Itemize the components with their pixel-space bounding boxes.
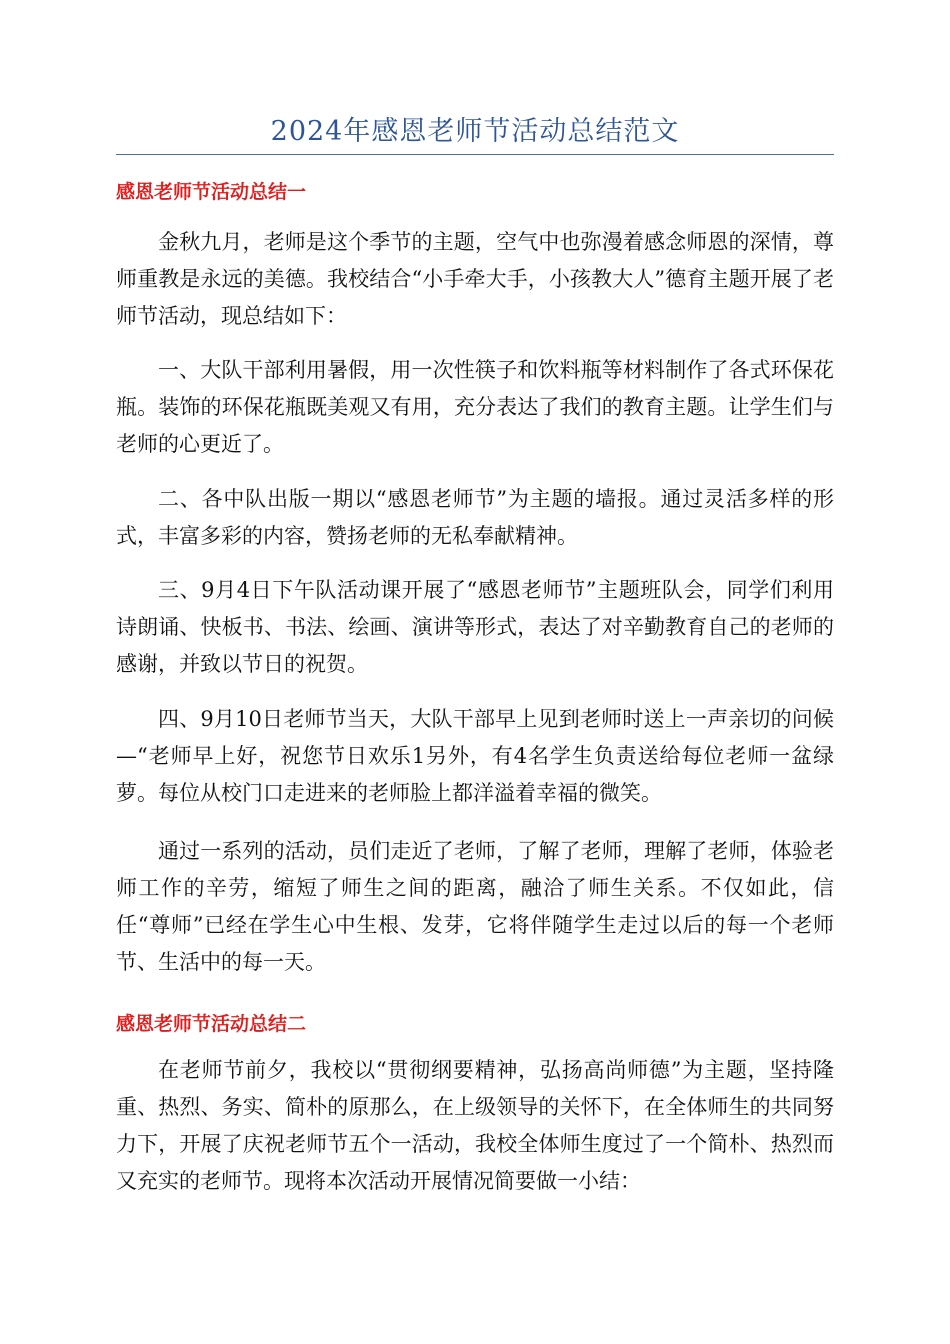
paragraph: 三、9月4日下午队活动课开展了“感恩老师节”主题班队会，同学们利用诗朗诵、快板书、书法、绘画、演讲等形式，表达了对辛勤教育自己的老师的感谢，并致以节日的祝贺。 — [116, 578, 834, 676]
paragraph: 一、大队干部利用暑假，用一次性筷子和饮料瓶等材料制作了各式环保花瓶。装饰的环保花瓶既美观又有用，充分表达了我们的教育主题。让学生们与老师的心更近了。 — [116, 358, 834, 456]
paragraph: 二、各中队出版一期以“感恩老师节”为主题的墙报。通过灵活多样的形式，丰富多彩的内容，赞扬老师的无私奉献精神。 — [116, 487, 834, 548]
document-title: 2024年感恩老师节活动总结范文 — [270, 116, 680, 147]
paragraph: 通过一系列的活动，员们走近了老师，了解了老师，理解了老师，体验老师工作的辛劳，缩短了师生之间的距离，融洽了师生关系。不仅如此，信任“尊师”已经在学生心中生根、发芽，它将伴随学生走过以后的每一个老师节、生活中的每一天。 — [116, 839, 834, 974]
title-underline — [116, 154, 834, 155]
paragraph: 金秋九月，老师是这个季节的主题，空气中也弥漫着感念师恩的深情，尊师重教是永远的美德。我校结合“小手牵大手，小孩教大人”德育主题开展了老师节活动，现总结如下： — [116, 230, 834, 328]
paragraph: 在老师节前夕，我校以“贯彻纲要精神，弘扬高尚师德”为主题，坚持隆重、热烈、务实、简朴的原那么，在上级领导的关怀下，在全体师生的共同努力下，开展了庆祝老师节五个一活动，我校全体师生度过了一个简朴、热烈而又充实的老师节。现将本次活动开展情况简要做一小结： — [116, 1058, 834, 1193]
paragraph: 四、9月10日老师节当天，大队干部早上见到老师时送上一声亲切的问候—“老师早上好，祝您节日欢乐1另外，有4名学生负责送给每位老师一盆绿萝。每位从校门口走进来的老师脸上都洋溢着幸福的微笑。 — [116, 707, 834, 805]
section-heading-2: 感恩老师节活动总结二 — [116, 1013, 307, 1035]
section-heading-1: 感恩老师节活动总结一 — [116, 181, 307, 203]
